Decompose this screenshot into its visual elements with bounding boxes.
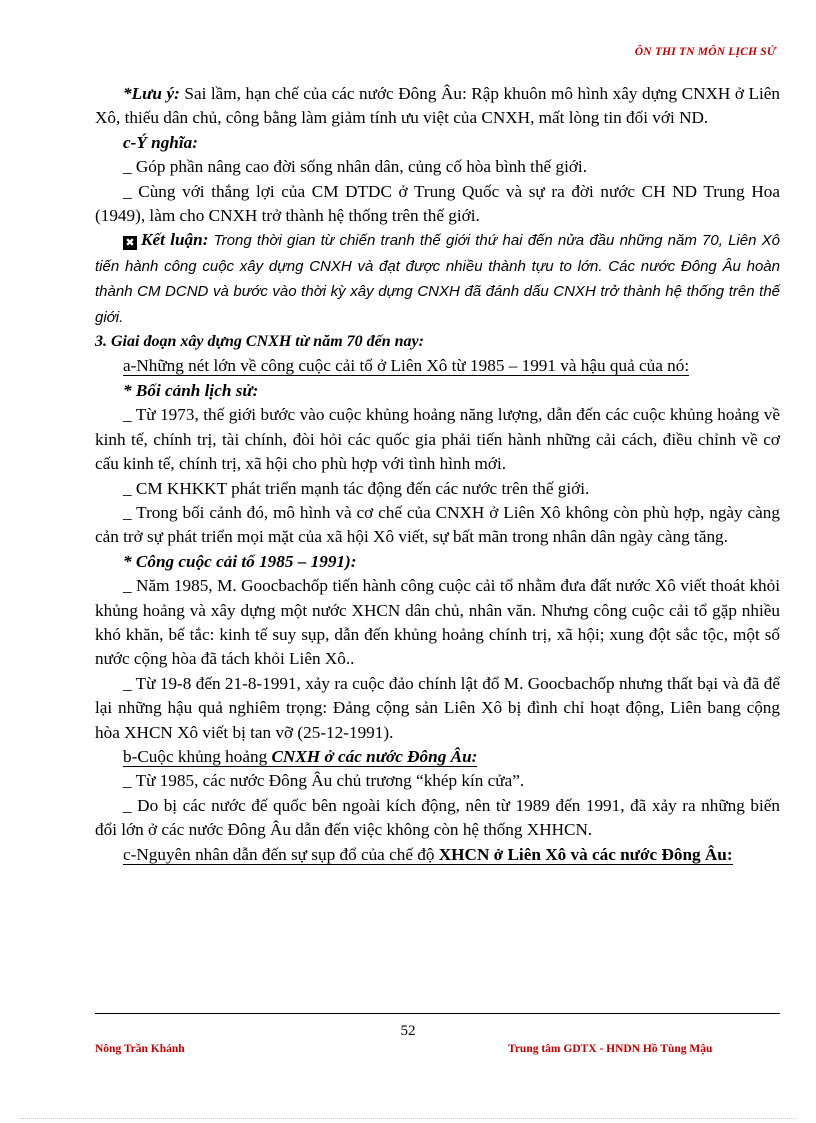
page-number: 52 [400, 1023, 416, 1039]
ket-luan-paragraph [95, 228, 780, 330]
b-item-2: _ Do bị các nước đế quốc bên ngoài kích động, nên từ 1989 đến 1991, đã xảy ra những biến đổi lớn ở các nước Đông Âu dẫn đến việc không còn hệ thống XHHCN. [95, 795, 780, 840]
ket-luan-text: Trong thời gian từ chiến tranh thế giới thứ hai đến nửa đầu những năm 70, Liên Xô tiến hành công cuộc xây dựng CNXH và đạt được nhiều thành tựu to lớn. Các nước Đông Âu hoàn thành CM DCND và bước vào thời kỳ xây dựng CNXH đã đánh dấu CNXH trở thành hệ thống trên thế giới. [95, 232, 781, 326]
boi-canh-heading: * Bối cảnh lịch sử: [123, 380, 259, 400]
luu-y-paragraph [95, 82, 780, 131]
y-nghia-item-2: _ Cùng với thắng lợi của CM DTDC ở Trung Quốc và sự ra đời nước CH ND Trung Hoa (1949), làm cho CNXH trở thành hệ thống trên thế giới. [95, 181, 780, 226]
c-heading-part-2: XHCN ở Liên Xô và các nước Đông Âu: [438, 844, 733, 864]
b-heading [95, 745, 780, 769]
section-3-heading: 3. Giai đoạn xây dựng CNXH từ năm 70 đến nay: [95, 333, 424, 351]
b-heading-part-2: CNXH ở các nước Đông Âu: [271, 746, 478, 766]
body-text [95, 82, 780, 867]
boi-canh-item-2: _ CM KHKKT phát triển mạnh tác động đến các nước trên thế giới. [123, 478, 590, 498]
luu-y-text: Sai lầm, hạn chế của các nước Đông Âu: Rập khuôn mô hình xây dựng CNXH ở Liên Xô, thiếu dân chủ, công bằng làm giảm tính ưu việt của CNXH, mất lòng tin đối với ND. [95, 84, 780, 128]
luu-y-label: *Lưu ý: [123, 84, 180, 103]
c-heading [95, 843, 780, 867]
cai-to-item-1: _ Năm 1985, M. Goocbachốp tiến hành công cuộc cải tổ nhằm đưa đất nước Xô viết thoát khỏi khủng hoảng và xây dựng một nước XHCN dân chủ, nhân văn. Nhưng công cuộc cải tổ gặp nhiều khó khăn, bế tắc: kinh tế suy sụp, dẫn đến khủng hoảng chính trị, xã hội; xung đột sắc tộc, một số nước cộng hòa đã tách khỏi Liên Xô.. [95, 576, 780, 669]
c-heading-part-1: c-Nguyên nhân dẫn đến sự sụp đổ của chế độ [123, 844, 439, 864]
bottom-dotted-line [20, 1118, 796, 1119]
footer-center: Trung tâm GDTX - HNDN Hồ Tùng Mậu [508, 1043, 713, 1055]
footer-author: Nông Trần Khánh [95, 1043, 185, 1055]
header-title: ÔN THI TN MÔN LỊCH SỬ [634, 46, 776, 58]
boi-canh-item-3: _ Trong bối cảnh đó, mô hình và cơ chế của CNXH ở Liên Xô không còn phù hợp, ngày càng cản trở sự phát triển mọi mặt của xã hội Xô viết, sự bất mãn trong nhân dân ngày càng tăng. [95, 502, 780, 547]
y-nghia-heading: c-Ý nghĩa: [123, 132, 198, 152]
boi-canh-item-1: _ Từ 1973, thế giới bước vào cuộc khủng hoảng năng lượng, dẫn đến các cuộc khủng hoảng về kinh tế, chính trị, tài chính, đòi hỏi các quốc gia phải tiến hành những cải cách, điều chỉnh về cơ cấu kinh tế, chính trị, xã hội cho phù hợp với tình hình mới. [95, 405, 780, 474]
cai-to-item-2: _ Từ 19-8 đến 21-8-1991, xảy ra cuộc đảo chính lật đổ M. Goocbachốp nhưng thất bại và đã để lại những hậu quả nghiêm trọng: Đảng cộng sản Liên Xô bị đình chỉ hoạt động, Liên bang cộng hòa XHCN Xô viết bị tan vỡ (25-12-1991). [95, 673, 780, 742]
footer-rule [95, 1013, 780, 1014]
b-item-1: _ Từ 1985, các nước Đông Âu chủ trương “khép kín cửa”. [123, 771, 525, 791]
a-heading [95, 354, 780, 378]
close-box-icon: ✖ [123, 236, 137, 250]
cai-to-heading: * Công cuộc cải tổ 1985 – 1991): [123, 551, 357, 571]
y-nghia-item-1: _ Góp phần nâng cao đời sống nhân dân, củng cố hòa bình thế giới. [123, 157, 588, 177]
a-heading-text: a-Những nét lớn về công cuộc cải tổ ở Liên Xô từ 1985 – 1991 và hậu quả của nó: [123, 356, 690, 376]
b-heading-part-1: b-Cuộc khủng hoảng [123, 746, 272, 766]
ket-luan-label: Kết luận: [141, 230, 209, 250]
